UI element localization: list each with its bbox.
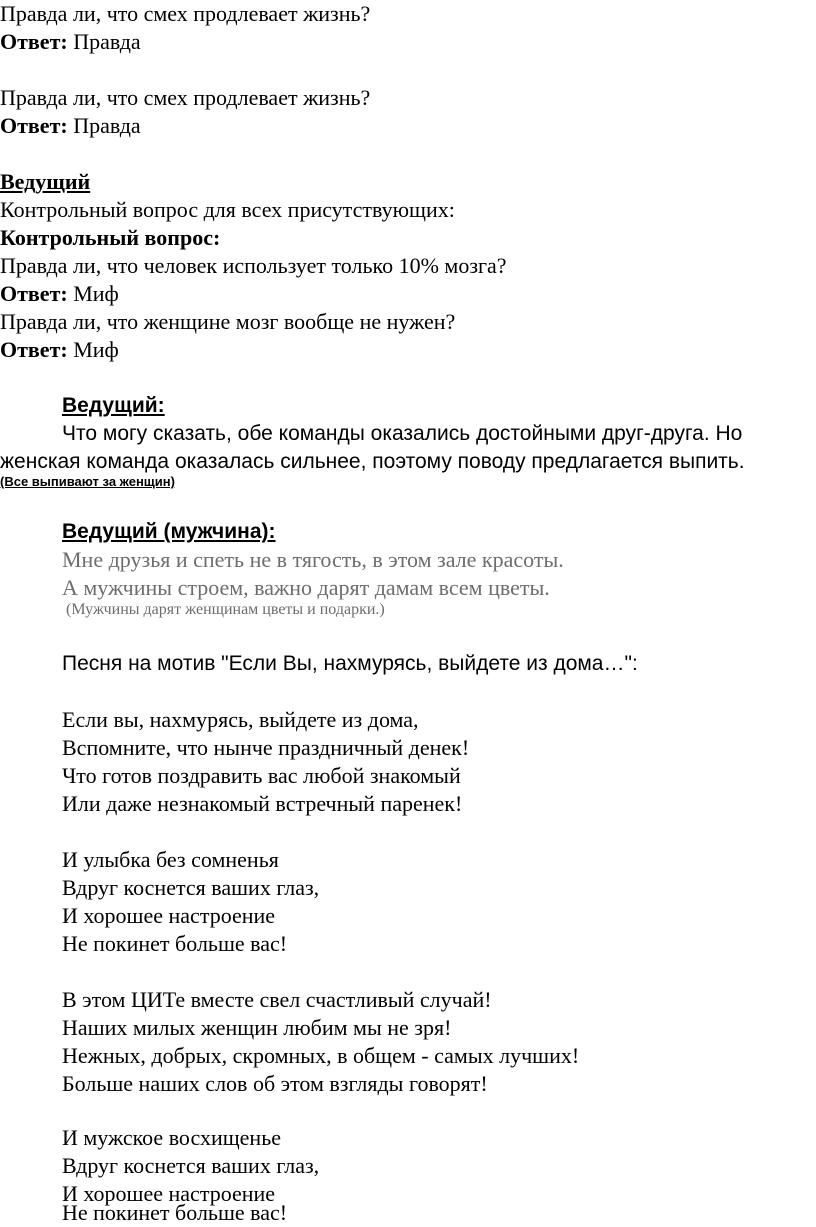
song-line: Наших милых женщин любим мы не зря!	[62, 1015, 452, 1040]
answer-line	[0, 112, 141, 140]
song-line: Больше наших слов об этом взгляды говорят!	[62, 1071, 488, 1096]
song-line: И хорошее настроение	[62, 1181, 276, 1206]
song-intro: Песня на мотив "Если Вы, нахмурясь, выйдете из дома…":	[62, 652, 638, 675]
song-line: Не покинет больше вас!	[62, 1200, 288, 1225]
song-line: Что готов поздравить вас любой знакомый	[62, 763, 461, 788]
song-line: Вдруг коснется ваших глаз,	[62, 1153, 320, 1178]
song-line: И улыбка без сомненья	[62, 847, 279, 872]
answer-label: Ответ:	[0, 113, 68, 138]
song-line: Вспомните, что нынче праздничный денек!	[62, 735, 470, 760]
answer-label: Ответ:	[0, 337, 68, 362]
answer-line	[0, 280, 119, 308]
answer-value: Правда	[67, 29, 141, 54]
verse-line: А мужчины строем, важно дарят дамам всем цветы.	[62, 575, 550, 600]
song-line: И хорошее настроение	[62, 903, 276, 928]
song-line: Нежных, добрых, скромных, в общем - самых лучших!	[62, 1043, 580, 1068]
answer-value: Миф	[67, 337, 119, 362]
song-line: В этом ЦИТе вместе свел счастливый случай!	[62, 987, 492, 1012]
speaker-heading: Ведущий	[0, 169, 91, 194]
song-line: Если вы, нахмурясь, выйдете из дома,	[62, 707, 419, 732]
verse-line: Мне друзья и спеть не в тягость, в этом зале красоты.	[62, 547, 564, 572]
question-line: Правда ли, что смех продлевает жизнь?	[0, 85, 371, 110]
stage-direction: (Мужчины дарят женщинам цветы и подарки.)	[66, 601, 385, 618]
question-line: Правда ли, что человек использует только 10% мозга?	[0, 253, 507, 278]
answer-label: Ответ:	[0, 29, 68, 54]
stage-direction: (Все выпивают за женщин)	[0, 474, 175, 489]
answer-label: Ответ:	[0, 281, 68, 306]
answer-line	[0, 28, 141, 56]
question-line: Правда ли, что женщине мозг вообще не нужен?	[0, 309, 456, 334]
answer-value: Миф	[67, 281, 119, 306]
intro-line: Контрольный вопрос для всех присутствующих:	[0, 197, 455, 222]
song-line: И мужское восхищенье	[62, 1125, 282, 1150]
speaker-heading: Ведущий:	[62, 394, 165, 417]
song-line: Вдруг коснется ваших глаз,	[62, 875, 320, 900]
question-line: Правда ли, что смех продлевает жизнь?	[0, 1, 371, 26]
song-line: Не покинет больше вас!	[62, 931, 288, 956]
answer-value: Правда	[67, 113, 141, 138]
paragraph-line: женская команда оказалась сильнее, поэтому поводу предлагается выпить.	[0, 450, 745, 473]
paragraph-line: Что могу сказать, обе команды оказались достойными друг-друга. Но	[62, 422, 743, 445]
speaker-heading: Ведущий (мужчина):	[62, 520, 276, 543]
control-question-label: Контрольный вопрос:	[0, 225, 221, 250]
answer-line	[0, 336, 119, 364]
song-line: Или даже незнакомый встречный паренек!	[62, 791, 463, 816]
